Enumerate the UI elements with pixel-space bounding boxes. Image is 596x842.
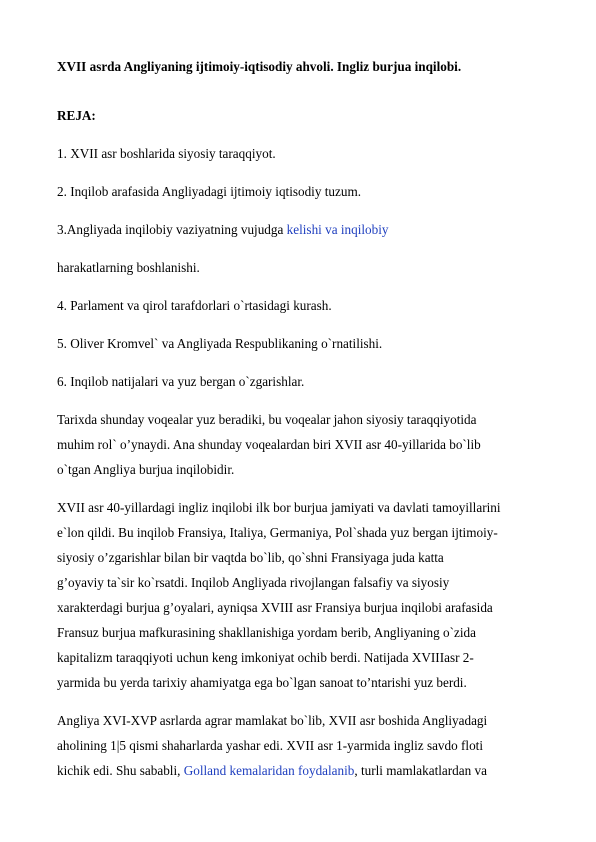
plan-item-6: 6. Inqilob natijalari va yuz bergan o`zgarishlar. bbox=[57, 374, 305, 389]
paragraph-2-line: xarakterdagi burjua g’oyalari, ayniqsa XVIII asr Fransiya burjua inqilobi arafasida bbox=[57, 600, 493, 615]
paragraph-3-line: aholining 1|5 qismi shaharlarda yashar edi. XVII asr 1-yarmida ingliz savdo floti bbox=[57, 738, 483, 753]
plan-heading: REJA: bbox=[57, 108, 96, 123]
paragraph-1-line: Tarixda shunday voqealar yuz beradiki, bu voqealar jahon siyosiy taraqqiyotida bbox=[57, 412, 477, 427]
paragraph-2-line: XVII asr 40-yillardagi ingliz inqilobi ilk bor burjua jamiyati va davlati tamoyillarini bbox=[57, 500, 501, 515]
paragraph-1-line: o`tgan Angliya burjua inqilobidir. bbox=[57, 462, 235, 477]
paragraph-2-line: e`lon qildi. Bu inqilob Fransiya, Italiya, Germaniya, Pol`shada yuz bergan ijtimoiy- bbox=[57, 525, 498, 540]
paragraph-2-line: kapitalizm taraqqiyoti uchun keng imkoniyat ochib berdi. Natijada XVIIIasr 2- bbox=[57, 650, 474, 665]
document-title: XVII asrda Angliyaning ijtimoiy-iqtisodiy ahvoli. Ingliz burjua inqilobi. bbox=[57, 59, 462, 74]
plan-item-5: 5. Oliver Kromvel` va Angliyada Respublikaning o`rnatilishi. bbox=[57, 336, 383, 351]
paragraph-2-line: Fransuz burjua mafkurasining shakllanishiga yordam berib, Angliyaning o`zida bbox=[57, 625, 476, 640]
paragraph-1-line: muhim rol` o’ynaydi. Ana shunday voqealardan biri XVII asr 40-yillarida bo`lib bbox=[57, 437, 481, 452]
plan-item-1: 1. XVII asr boshlarida siyosiy taraqqiyot. bbox=[57, 146, 276, 161]
paragraph-2-line: g’oyaviy ta`sir ko`rsatdi. Inqilob Angliyada rivojlangan falsafiy va siyosiy bbox=[57, 575, 450, 590]
paragraph-3-text: kichik edi. Shu sababli, bbox=[57, 763, 184, 778]
paragraph-2-line: yarmida bu yerda tarixiy ahamiyatga ega bo`lgan sanoat to’ntarishi yuz berdi. bbox=[57, 675, 467, 690]
plan-item-3-text: 3.Angliyada inqilobiy vaziyatning vujudga bbox=[57, 222, 287, 237]
plan-item-4: 4. Parlament va qirol tarafdorlari o`rtasidagi kurash. bbox=[57, 298, 332, 313]
plan-item-3-continuation: harakatlarning boshlanishi. bbox=[57, 260, 200, 275]
paragraph-2-line: siyosiy o’zgarishlar bilan bir vaqtda bo`lib, qo`shni Fransiyaga juda katta bbox=[57, 550, 444, 565]
paragraph-3-link[interactable]: Golland kemalaridan foydalanib bbox=[183, 763, 355, 778]
paragraph-3-text: , turli mamlakatlardan va bbox=[354, 763, 487, 778]
paragraph-3-line bbox=[57, 763, 487, 779]
plan-item-3 bbox=[57, 222, 389, 238]
plan-item-3-link[interactable]: kelishi va inqilobiy bbox=[286, 222, 389, 237]
plan-item-2: 2. Inqilob arafasida Angliyadagi ijtimoiy iqtisodiy tuzum. bbox=[57, 184, 362, 199]
paragraph-3-line: Angliya XVI-XVP asrlarda agrar mamlakat bo`lib, XVII asr boshida Angliyadagi bbox=[57, 713, 488, 728]
